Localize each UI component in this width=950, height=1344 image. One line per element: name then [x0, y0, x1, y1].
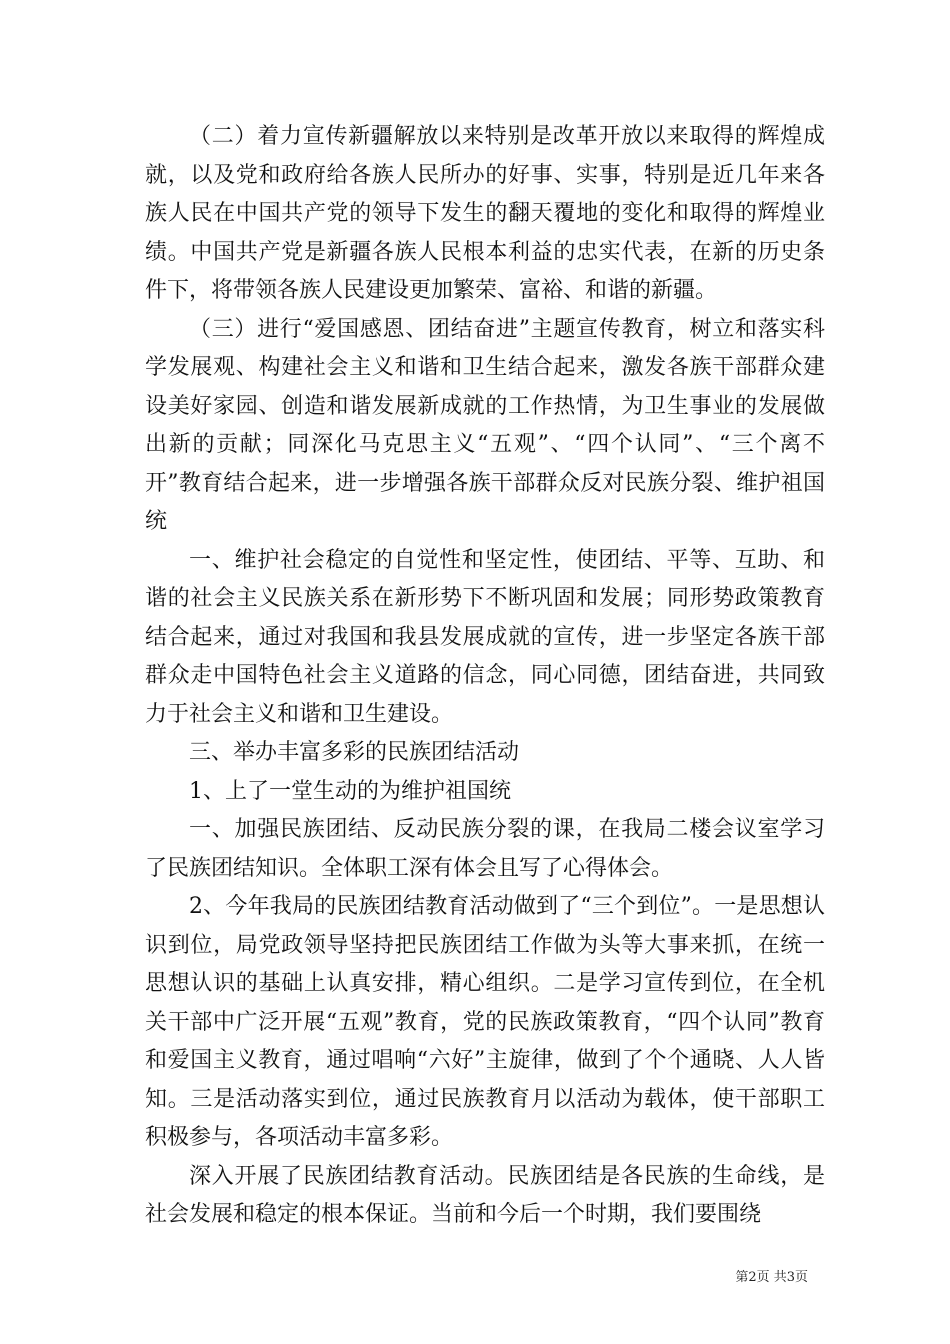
- paragraph: 深入开展了民族团结教育活动。民族团结是各民族的生命线，是社会发展和稳定的根本保证。当前和今后一个时期，我们要围绕: [145, 1163, 825, 1227]
- list-item: 2、今年我局的民族团结教育活动做到了“三个到位”。一是思想认识到位，局党政领导坚持把民族团结工作做为头等大事来抓，在统一思想认识的基础上认真安排，精心组织。二是学习宣传到位，在全机关干部中广泛开展“五观”教育，党的民族政策教育，“四个认同”教育和爱国主义教育，通过唱响“六好”主旋律，做到了个个通晓、人人皆知。三是活动落实到位，通过民族教育月以活动为载体，使干部职工积极参与，各项活动丰富多彩。: [145, 894, 825, 1150]
- section-heading: 三、举办丰富多彩的民族团结活动: [189, 740, 520, 765]
- list-item: 1、上了一堂生动的为维护祖国统: [189, 778, 511, 804]
- document-body: [145, 118, 825, 1235]
- paragraph: 一、维护社会稳定的自觉性和坚定性，使团结、平等、互助、和谐的社会主义民族关系在新形势下不断巩固和发展；同形势政策教育结合起来，通过对我国和我县发展成就的宣传，进一步坚定各族干部群众走中国特色社会主义道路的信念，同心同德，团结奋进，共同致力于社会主义和谐和卫生建设。: [145, 547, 825, 727]
- paragraph: 一、加强民族团结、反动民族分裂的课，在我局二楼会议室学习了民族团结知识。全体职工深有体会且写了心得体会。: [145, 817, 825, 881]
- paragraph: （二）着力宣传新疆解放以来特别是改革开放以来取得的辉煌成就，以及党和政府给各族人民所办的好事、实事，特别是近几年来各族人民在中国共产党的领导下发生的翻天覆地的变化和取得的辉煌业绩。中国共产党是新疆各族人民根本利益的忠实代表，在新的历史条件下，将带领各族人民建设更加繁荣、富裕、和谐的新疆。: [145, 124, 825, 303]
- page-number: 第2页 共3页: [735, 1270, 808, 1285]
- paragraph: （三）进行“爱国感恩、团结奋进”主题宣传教育，树立和落实科学发展观、构建社会主义和谐和卫生结合起来，激发各族干部群众建设美好家园、创造和谐发展新成就的工作热情，为卫生事业的发展做出新的贡献；同深化马克思主义“五观”、“四个认同”、“三个离不开”教育结合起来，进一步增强各族干部群众反对民族分裂、维护祖国统: [145, 316, 825, 534]
